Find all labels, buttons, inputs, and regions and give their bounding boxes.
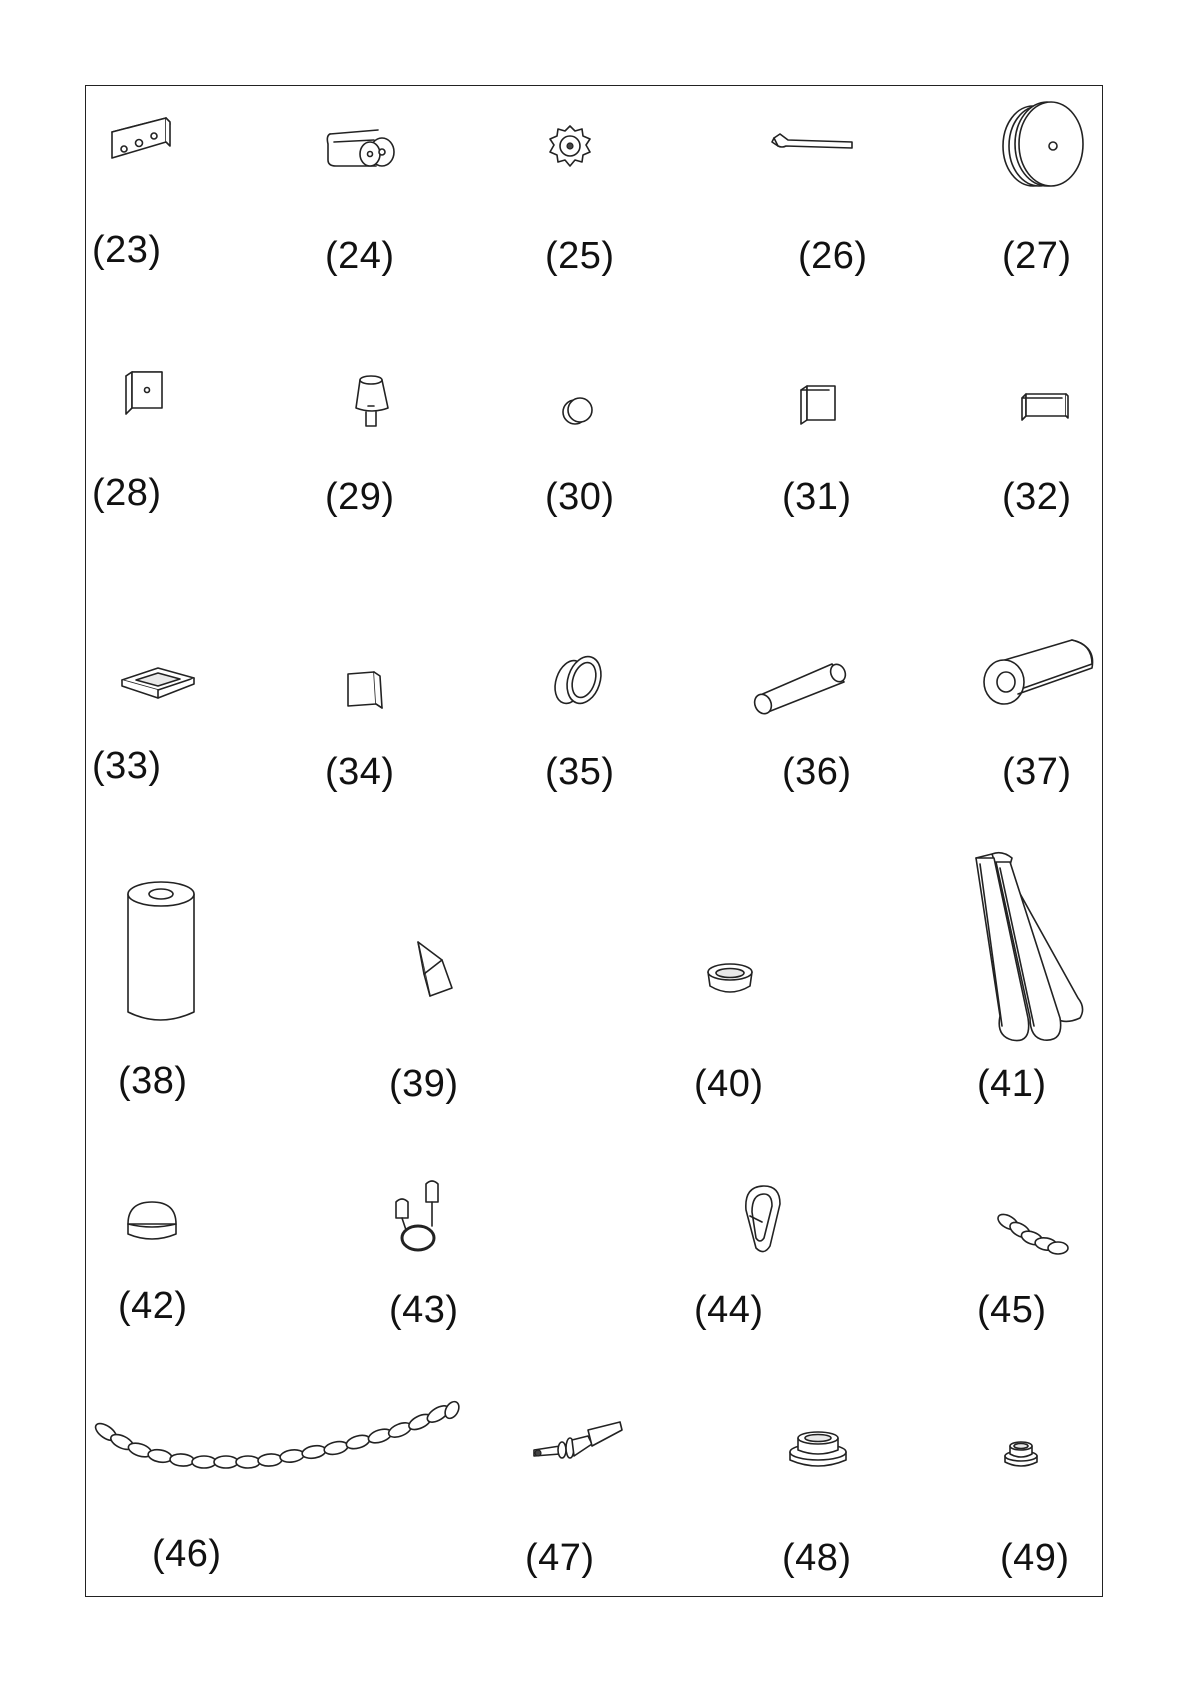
hex-key-icon bbox=[766, 128, 858, 158]
round-cap-icon bbox=[561, 394, 595, 428]
part-label-44: (44) bbox=[694, 1289, 764, 1331]
pulley-icon bbox=[995, 98, 1091, 192]
part-label-41: (41) bbox=[977, 1063, 1047, 1105]
part-label-34: (34) bbox=[325, 751, 395, 793]
foam-roller-icon bbox=[980, 636, 1096, 712]
square-washer-icon bbox=[122, 370, 168, 418]
part-label-31: (31) bbox=[782, 476, 852, 518]
square-frame-icon bbox=[118, 662, 198, 702]
part-label-39: (39) bbox=[389, 1063, 459, 1105]
short-chain-icon bbox=[994, 1210, 1070, 1260]
flat-plate-icon bbox=[108, 112, 178, 172]
part-label-47: (47) bbox=[525, 1537, 595, 1579]
star-knob-icon bbox=[545, 122, 595, 174]
part-label-25: (25) bbox=[545, 235, 615, 277]
part-label-29: (29) bbox=[325, 476, 395, 518]
pop-pin-icon bbox=[530, 1416, 626, 1466]
part-label-24: (24) bbox=[325, 235, 395, 277]
tall-foam-roller-icon bbox=[124, 878, 198, 1030]
part-label-27: (27) bbox=[1002, 235, 1072, 277]
part-label-35: (35) bbox=[545, 751, 615, 793]
square-cap-icon bbox=[795, 382, 841, 428]
part-label-30: (30) bbox=[545, 476, 615, 518]
part-label-23: (23) bbox=[92, 229, 162, 271]
bushing-ring-icon bbox=[548, 652, 608, 710]
dome-nut-icon bbox=[124, 1198, 180, 1244]
cup-washer-icon bbox=[704, 962, 756, 998]
small-bushing-icon bbox=[1002, 1440, 1040, 1470]
rubber-foot-icon bbox=[350, 374, 394, 432]
long-chain-icon bbox=[92, 1402, 464, 1482]
rectangular-cap-icon bbox=[1018, 390, 1072, 424]
part-label-49: (49) bbox=[1000, 1537, 1070, 1579]
part-label-46: (46) bbox=[152, 1533, 222, 1575]
cable-clip-icon bbox=[390, 1178, 446, 1254]
axle-rod-icon bbox=[748, 652, 852, 716]
part-label-38: (38) bbox=[118, 1060, 188, 1102]
small-square-cap-icon bbox=[342, 668, 386, 712]
parts-diagram-frame bbox=[85, 85, 1103, 1597]
part-label-42: (42) bbox=[118, 1285, 188, 1327]
carabiner-icon bbox=[740, 1182, 786, 1256]
part-label-36: (36) bbox=[782, 751, 852, 793]
part-label-43: (43) bbox=[389, 1289, 459, 1331]
u-bracket-icon bbox=[324, 124, 396, 178]
part-label-45: (45) bbox=[977, 1289, 1047, 1331]
part-label-37: (37) bbox=[1002, 751, 1072, 793]
part-label-48: (48) bbox=[782, 1537, 852, 1579]
part-label-32: (32) bbox=[1002, 476, 1072, 518]
part-label-26: (26) bbox=[798, 235, 868, 277]
part-label-28: (28) bbox=[92, 472, 162, 514]
strap-handle-icon bbox=[972, 850, 1090, 1048]
angle-cap-icon bbox=[412, 938, 458, 1002]
part-label-33: (33) bbox=[92, 745, 162, 787]
large-bushing-icon bbox=[786, 1428, 850, 1472]
part-label-40: (40) bbox=[694, 1063, 764, 1105]
